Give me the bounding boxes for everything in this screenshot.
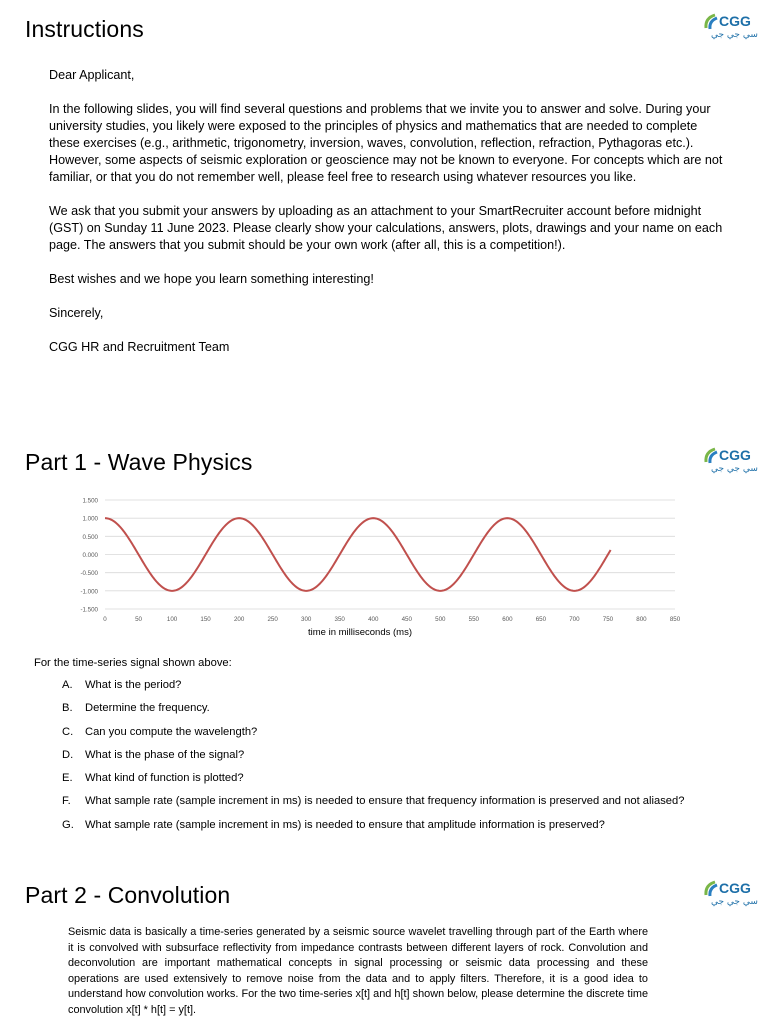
question-text: What sample rate (sample increment in ms) is needed to ensure that frequency information is preserved and not aliased?: [85, 795, 685, 808]
x-tick-label: 100: [166, 616, 178, 623]
question-item: [62, 726, 762, 749]
chart-x-axis-label: time in milliseconds (ms): [308, 627, 412, 638]
question-letter: C.: [62, 725, 74, 738]
question-text: What is the phase of the signal?: [85, 748, 245, 761]
x-tick-label: 800: [636, 616, 647, 623]
question-item: [62, 795, 762, 818]
part1-title: Part 1 - Wave Physics: [25, 449, 253, 475]
closing-line: Best wishes and we hope you learn something interesting!: [49, 272, 374, 286]
question-text: What kind of function is plotted?: [85, 772, 244, 785]
question-letter: D.: [62, 748, 74, 761]
question-letter: E.: [62, 772, 73, 785]
x-tick-label: 300: [301, 616, 312, 623]
instructions-paragraph-2: We ask that you submit your answers by uploading as an attachment to your SmartRecruiter account before midnight (GST) on Sunday 11 June 2023. Please clearly show your calculations, answers, plots, drawings and your name on each page. The answers that you submit should be your own work (after all, this is a competition!).: [49, 204, 723, 252]
question-text: Can you compute the wavelength?: [85, 725, 258, 738]
cgg-logo: [703, 12, 759, 46]
x-tick-label: 50: [135, 616, 142, 623]
x-tick-label: 750: [602, 616, 614, 623]
instructions-title: Instructions: [25, 16, 144, 42]
question-item: [62, 749, 762, 772]
wave-chart: [74, 493, 686, 641]
question-letter: G.: [62, 818, 74, 831]
x-tick-label: 600: [502, 616, 513, 623]
cgg-logo-arabic-text: سي جي جي: [711, 30, 758, 40]
x-tick-label: 550: [468, 616, 479, 623]
question-intro: For the time-series signal shown above:: [34, 657, 232, 669]
x-tick-label: 250: [267, 616, 278, 623]
y-tick-label: -1.000: [80, 588, 98, 596]
y-tick-label: 1.500: [82, 497, 98, 505]
convolution-paragraph: [68, 925, 648, 1019]
instructions-paragraph-1: In the following slides, you will find several questions and problems that we invite you to answer and solve. During your university studies, you likely were exposed to the principles of physics and mathematics that are needed to complete these exercises (e.g., arithmetic, trigonometry, inversion, waves, convolution, reflection, refraction, Pythagoras etc.). However, some aspects of seismic exploration or geoscience may not be known to everyone. For concepts which are not familiar, or that you do not remember well, please feel free to research using whatever resources you like.: [49, 102, 723, 184]
y-tick-label: 0.000: [82, 552, 98, 559]
cgg-logo-arabic-text: سي جي جي: [711, 464, 758, 474]
question-item: [62, 679, 762, 702]
greeting: Dear Applicant,: [49, 68, 135, 82]
x-tick-label: 650: [535, 616, 547, 623]
question-letter: B.: [62, 702, 73, 715]
x-tick-label: 450: [401, 616, 412, 623]
y-tick-label: 0.500: [82, 533, 98, 541]
question-letter: F.: [62, 795, 71, 808]
question-item: [62, 819, 762, 842]
instructions-body: [49, 67, 729, 373]
x-tick-label: 350: [334, 616, 345, 623]
x-tick-label: 700: [569, 616, 580, 623]
x-tick-label: 500: [435, 616, 446, 623]
x-tick-label: 0: [103, 616, 107, 623]
cgg-logo-text: CGG: [719, 13, 751, 29]
question-text: What is the period?: [85, 679, 182, 691]
question-text: Determine the frequency.: [85, 702, 210, 715]
cgg-logo: [703, 879, 759, 913]
question-list: [62, 679, 762, 842]
convolution-text: Seismic data is basically a time-series generated by a seismic source wavelet travelling through part of the Earth where it is convolved with subsurface reflectivity from impedance contrasts between different layers of rock. Convolution and deconvolution are important mathematical concepts in signal processing or seismic data processing and these operations are used extensively to remove noise from the data and to apply filters. Therefore, it is a good idea to understand how convolution works. For the two time-series x[t] and h[t] shown below, please determine the discrete time convolution x[t] * h[t] = y[t].: [68, 926, 648, 1016]
signature: CGG HR and Recruitment Team: [49, 340, 230, 354]
y-tick-label: -1.500: [80, 606, 98, 614]
x-tick-label: 850: [669, 616, 681, 623]
signoff: Sincerely,: [49, 306, 104, 320]
question-text: What sample rate (sample increment in ms) is needed to ensure that amplitude information is preserved?: [85, 818, 605, 831]
question-letter: A.: [62, 679, 73, 691]
y-tick-label: 1.000: [82, 515, 98, 523]
cgg-logo-text: CGG: [719, 880, 751, 896]
x-tick-label: 150: [200, 616, 211, 623]
cgg-logo-text: CGG: [719, 447, 751, 463]
question-item: [62, 772, 762, 795]
chart-y-tick-labels: [80, 498, 98, 614]
y-tick-label: -0.500: [80, 570, 98, 578]
part2-title: Part 2 - Convolution: [25, 882, 231, 908]
cgg-logo-arabic-text: سي جي جي: [711, 897, 758, 907]
chart-gridlines: [105, 500, 675, 609]
question-item: [62, 702, 762, 725]
x-tick-label: 200: [233, 616, 245, 623]
chart-x-tick-labels: [103, 616, 680, 623]
x-tick-label: 400: [368, 616, 379, 623]
cgg-logo: [703, 446, 759, 480]
